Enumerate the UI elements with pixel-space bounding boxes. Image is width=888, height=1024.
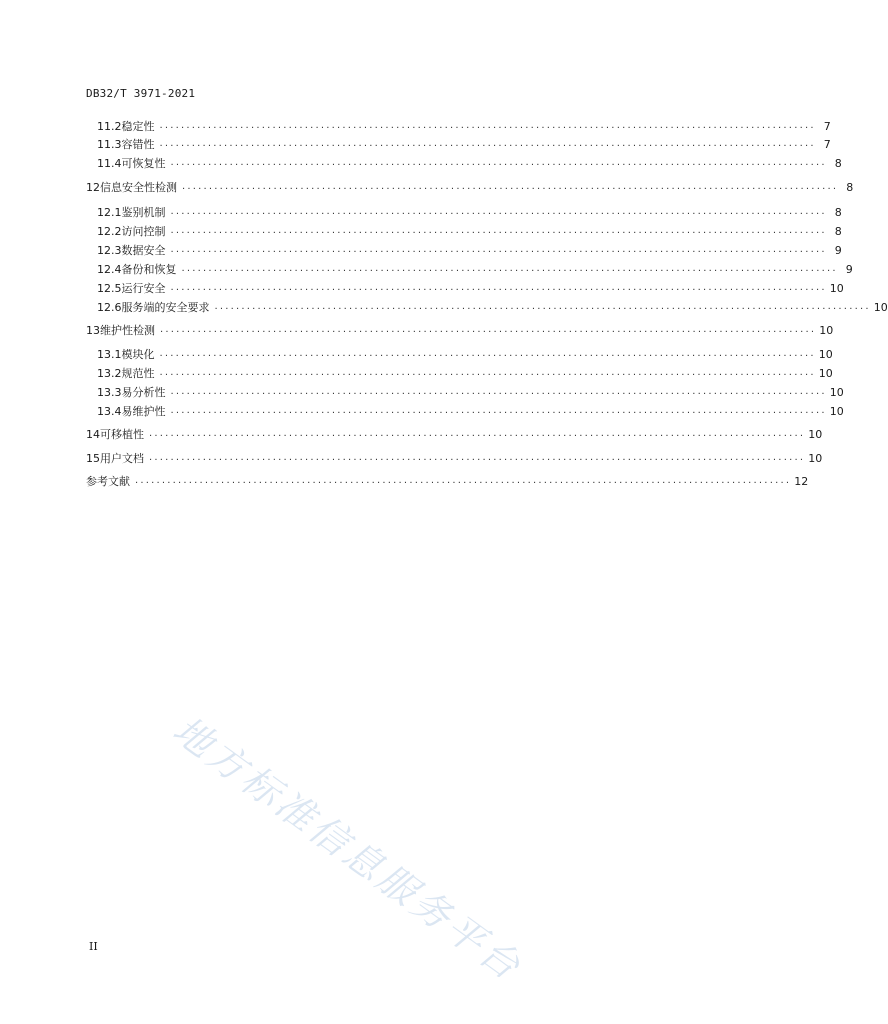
toc-entry[interactable] (97, 403, 844, 419)
toc-entry-number: 11.3 (97, 137, 122, 151)
toc-entry-page: 8 (834, 224, 842, 238)
toc-entry[interactable] (97, 223, 842, 239)
watermark: 地方标准信息服务平台 (165, 707, 531, 991)
toc-leader-dots: .......................................................................................................................... (181, 263, 838, 274)
toc-entry-page: 9 (845, 262, 853, 276)
toc-entry-title: 易维护性 (121, 405, 166, 418)
toc-entry-number: 13.4 (97, 404, 122, 418)
toc-entry-page: 12 (794, 474, 809, 488)
toc-entry[interactable] (97, 299, 888, 315)
toc-leader-dots: .......................................................................................................................... (159, 367, 816, 378)
toc-leader-dots: .......................................................................................................................... (214, 301, 871, 312)
toc-leader-dots: .......................................................................................................................... (149, 428, 806, 439)
toc-entry-title: 模块化 (121, 348, 155, 361)
toc-entry[interactable] (97, 261, 853, 277)
toc-entry-number: 12.4 (97, 262, 122, 276)
toc-entry[interactable] (86, 322, 834, 338)
toc-entry-number: 11.4 (97, 156, 122, 170)
toc-entry-title: 稳定性 (121, 120, 155, 133)
toc-entry-number: 12.5 (97, 281, 122, 295)
toc-entry-title: 可移植性 (100, 428, 144, 441)
toc-entry-number: 13.3 (97, 385, 122, 399)
toc-entry-number: 15 (86, 451, 100, 465)
toc-entry-page: 8 (846, 180, 854, 194)
toc-leader-dots: .......................................................................................................................... (170, 405, 827, 416)
toc-leader-dots: .......................................................................................................................... (182, 181, 839, 192)
toc-leader-dots: .......................................................................................................................... (159, 348, 816, 359)
toc-entry[interactable] (97, 280, 844, 296)
page-number: II (89, 940, 98, 953)
toc-entry-title: 访问控制 (121, 225, 166, 238)
toc-entry-title: 参考文献 (86, 475, 130, 488)
toc-leader-dots: .......................................................................................................................... (170, 282, 827, 293)
toc-entry-number: 12.6 (97, 300, 122, 314)
toc-leader-dots: .......................................................................................................................... (160, 324, 817, 335)
toc-entry-title: 规范性 (121, 367, 155, 380)
toc-entry-page: 10 (829, 404, 844, 418)
toc-entry-number: 13.1 (97, 347, 122, 361)
toc-entry-number: 13.2 (97, 366, 122, 380)
toc-entry[interactable] (86, 473, 809, 489)
toc-entry-title: 服务端的安全要求 (121, 301, 210, 314)
toc-entry-page: 8 (834, 205, 842, 219)
toc-leader-dots: .......................................................................................................................... (149, 452, 806, 463)
toc-entry-page: 10 (808, 451, 823, 465)
toc-entry[interactable] (97, 346, 833, 362)
toc-entry-title: 用户文档 (100, 452, 144, 465)
toc-entry-number: 12.2 (97, 224, 122, 238)
toc-leader-dots: .......................................................................................................................... (159, 120, 816, 131)
document-code: DB32/T 3971-2021 (86, 87, 196, 100)
toc-entry[interactable] (97, 204, 842, 220)
toc-leader-dots: .......................................................................................................................... (135, 475, 792, 486)
toc-entry-title: 鉴别机制 (121, 206, 166, 219)
toc-entry-title: 运行安全 (121, 282, 166, 295)
toc-entry[interactable] (86, 179, 854, 195)
toc-entry-title: 信息安全性检测 (100, 181, 177, 194)
toc-entry[interactable] (97, 136, 831, 152)
toc-entry-page: 10 (829, 281, 844, 295)
toc-entry-page: 7 (823, 119, 831, 133)
toc-leader-dots: .......................................................................................................................... (170, 206, 827, 217)
toc-entry-page: 10 (818, 347, 833, 361)
toc-entry[interactable] (97, 365, 833, 381)
toc-entry-page: 10 (818, 366, 833, 380)
toc-leader-dots: .......................................................................................................................... (170, 157, 827, 168)
toc-entry-title: 备份和恢复 (121, 263, 177, 276)
toc-entry[interactable] (86, 426, 823, 442)
toc-entry-page: 9 (834, 243, 842, 257)
toc-entry-number: 13 (86, 323, 100, 337)
toc-entry-number: 12 (86, 180, 100, 194)
toc-leader-dots: .......................................................................................................................... (170, 386, 827, 397)
toc-entry[interactable] (97, 118, 831, 134)
toc-entry-number: 14 (86, 427, 100, 441)
toc-entry-title: 易分析性 (121, 386, 166, 399)
toc-entry-page: 10 (808, 427, 823, 441)
toc-entry-number: 11.2 (97, 119, 122, 133)
toc-entry-title: 数据安全 (121, 244, 166, 257)
toc-leader-dots: .......................................................................................................................... (159, 138, 816, 149)
toc-entry[interactable] (97, 242, 842, 258)
toc-entry[interactable] (97, 155, 842, 171)
toc-entry-page: 10 (873, 300, 888, 314)
toc-entry-page: 10 (829, 385, 844, 399)
toc-leader-dots: .......................................................................................................................... (170, 244, 827, 255)
toc-entry-title: 维护性检测 (100, 324, 155, 337)
toc-leader-dots: .......................................................................................................................... (170, 225, 827, 236)
toc-entry-title: 容错性 (121, 138, 155, 151)
toc-entry-title: 可恢复性 (121, 157, 166, 170)
toc-entry[interactable] (97, 384, 844, 400)
toc-entry-number: 12.3 (97, 243, 122, 257)
toc-entry-page: 7 (823, 137, 831, 151)
toc-entry-page: 10 (819, 323, 834, 337)
toc-entry-page: 8 (834, 156, 842, 170)
toc-entry-number: 12.1 (97, 205, 122, 219)
toc-entry[interactable] (86, 450, 823, 466)
